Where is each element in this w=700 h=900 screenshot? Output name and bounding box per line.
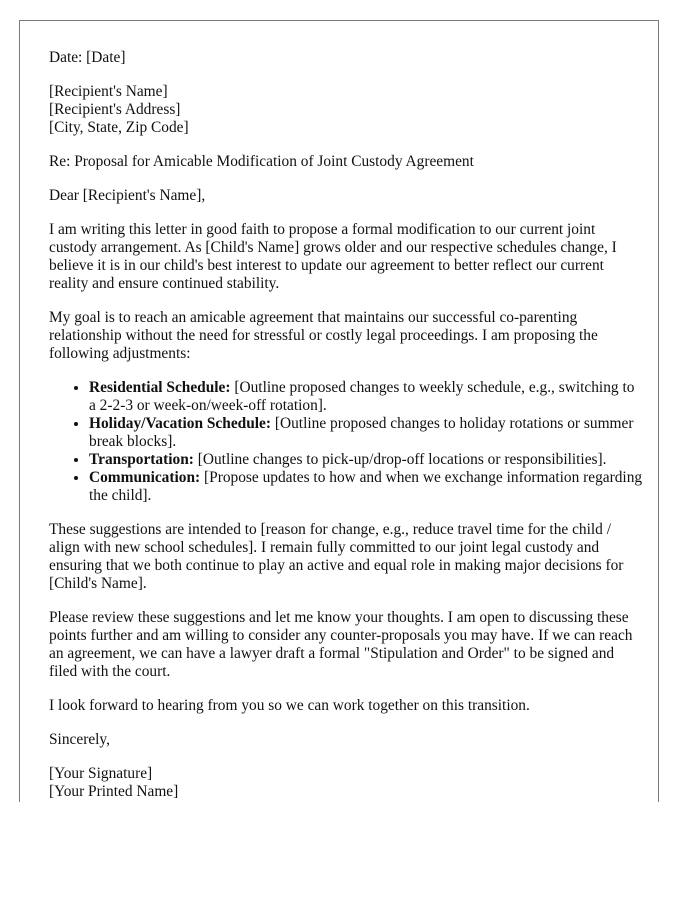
paragraph-goal: My goal is to reach an amicable agreement that maintains our successful co-parenting relationship without the need for stressful or costly legal proceedings. I am proposing the following adjustments: <box>49 309 598 362</box>
paragraph-review: Please review these suggestions and let me know your thoughts. I am open to discussing these points further and am willing to consider any counter-proposals you may have. If we can reach an agreement, we can have a lawyer draft a formal "Stipulation and Order" to be signed and filed with the court. <box>49 609 633 680</box>
letter-page <box>19 20 659 802</box>
list-item <box>89 451 645 469</box>
salutation: Dear [Recipient's Name], <box>49 187 206 204</box>
adjustment-text: [Outline proposed changes to weekly schedule, e.g., switching to a 2-2-3 or week-on/week-off rotation]. <box>89 379 635 414</box>
adjustment-text: [Propose updates to how and when we exchange information regarding the child]. <box>89 469 643 504</box>
adjustment-text: [Outline changes to pick-up/drop-off locations or responsibilities]. <box>193 451 607 468</box>
recipient-address: [Recipient's Address] <box>49 101 181 118</box>
list-item <box>89 469 645 505</box>
adjustments-list <box>49 379 645 505</box>
list-item <box>89 379 645 415</box>
paragraph-closing-remark: I look forward to hearing from you so we can work together on this transition. <box>49 697 530 714</box>
paragraph-reason: These suggestions are intended to [reason for change, e.g., reduce travel time for the child / align with new school schedules]. I remain fully committed to our joint legal custody and ensuring that we both continue to play an active and equal role in making major decisions for [Child's Name]. <box>49 521 624 592</box>
recipient-name: [Recipient's Name] <box>49 83 168 100</box>
adjustment-label: Communication: <box>89 469 201 486</box>
subject-line: Re: Proposal for Amicable Modification of Joint Custody Agreement <box>49 153 474 170</box>
signature: [Your Signature] <box>49 765 153 782</box>
adjustment-label: Transportation: <box>89 451 194 468</box>
paragraph-intro: I am writing this letter in good faith to propose a formal modification to our current joint custody arrangement. As [Child's Name] grows older and our respective schedules change, I believe it is in our child's best interest to update our agreement to better reflect our current reality and ensure continued stability. <box>49 221 617 292</box>
letter-body <box>49 49 645 817</box>
closing: Sincerely, <box>49 731 110 748</box>
printed-name: [Your Printed Name] <box>49 783 179 800</box>
adjustment-text: [Outline proposed changes to holiday rotations or summer break blocks]. <box>89 415 634 450</box>
adjustment-label: Residential Schedule: <box>89 379 231 396</box>
recipient-city: [City, State, Zip Code] <box>49 119 189 136</box>
adjustment-label: Holiday/Vacation Schedule: <box>89 415 272 432</box>
recipient-block <box>49 83 645 137</box>
list-item <box>89 415 645 451</box>
date-line: Date: [Date] <box>49 49 126 66</box>
signature-block <box>49 765 645 801</box>
